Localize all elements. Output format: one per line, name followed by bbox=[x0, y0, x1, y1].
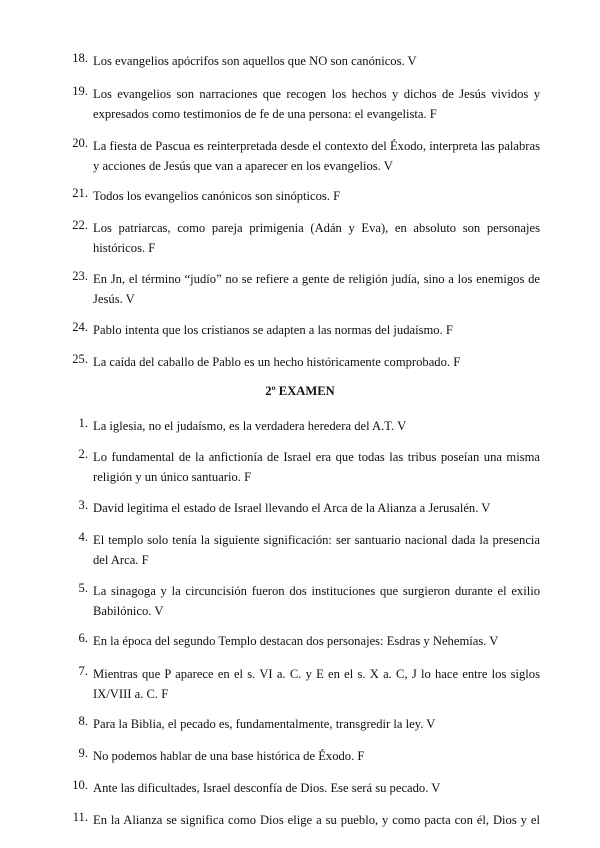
question-number: 10. bbox=[72, 778, 88, 792]
question-number: 6. bbox=[78, 631, 88, 645]
question-text: La sinagoga y la circuncisión fueron dos instituciones que surgieron durante el exilio Babilónico. V bbox=[93, 584, 540, 618]
question-text: En Jn, el término “judío” no se refiere a gente de religión judía, sino a los enemigos de Jesús. V bbox=[93, 272, 540, 306]
question-number: 1. bbox=[78, 416, 88, 430]
question-text: Los evangelios apócrifos son aquellos que NO son canónicos. V bbox=[93, 54, 417, 68]
question-text: Pablo intenta que los cristianos se adapten a las normas del judaísmo. F bbox=[93, 323, 453, 337]
question-number: 24. bbox=[72, 320, 88, 334]
question-text: La caída del caballo de Pablo es un hecho históricamente comprobado. F bbox=[93, 355, 461, 369]
question-number: 4. bbox=[78, 530, 88, 544]
question-text: En la Alianza se significa como Dios elige a su pueblo, y como pacta con él, Dios y el bbox=[93, 813, 540, 827]
question-number: 8. bbox=[78, 714, 88, 728]
question-text: En la época del segundo Templo destacan dos personajes: Esdras y Nehemías. V bbox=[93, 634, 499, 648]
question-text: Los patriarcas, como pareja primigenia (Adán y Eva), en absoluto son personajes históricos. F bbox=[93, 221, 540, 255]
question-text: Para la Biblia, el pecado es, fundamentalmente, transgredir la ley. V bbox=[93, 717, 436, 731]
question-number: 18. bbox=[72, 51, 88, 65]
question-number: 2. bbox=[78, 447, 88, 461]
question-number: 22. bbox=[72, 218, 88, 232]
question-text: El templo solo tenía la siguiente significación: ser santuario nacional dada la presencia del Arca. F bbox=[93, 533, 540, 567]
question-text: Ante las dificultades, Israel desconfía de Dios. Ese será su pecado. V bbox=[93, 781, 441, 795]
question-text: No podemos hablar de una base histórica de Éxodo. F bbox=[93, 749, 365, 763]
question-text: Lo fundamental de la anfictionía de Israel era que todas las tribus poseían una misma religión y un único santuario. F bbox=[93, 450, 540, 484]
question-text: David legitima el estado de Israel llevando el Arca de la Alianza a Jerusalén. V bbox=[93, 501, 491, 515]
question-text: Los evangelios son narraciones que recogen los hechos y dichos de Jesús vividos y expresados como testimonios de fe de una persona: el evangelista. F bbox=[93, 87, 540, 121]
question-number: 3. bbox=[78, 498, 88, 512]
question-number: 9. bbox=[78, 746, 88, 760]
question-number: 21. bbox=[72, 186, 88, 200]
question-text: Mientras que P aparece en el s. VI a. C. y E en el s. X a. C, J lo hace entre los siglos IX/VIII a. C. F bbox=[93, 667, 540, 701]
section-heading: 2º EXAMEN bbox=[265, 384, 335, 398]
question-number: 23. bbox=[72, 269, 88, 283]
question-number: 5. bbox=[78, 581, 88, 595]
question-number: 11. bbox=[72, 810, 88, 824]
question-text: La fiesta de Pascua es reinterpretada desde el contexto del Éxodo, interpreta las palabras y acciones de Jesús que van a aparecer en los evangelios. V bbox=[93, 139, 540, 173]
question-text: Todos los evangelios canónicos son sinópticos. F bbox=[93, 189, 341, 203]
question-number: 19. bbox=[72, 84, 88, 98]
question-number: 20. bbox=[72, 136, 88, 150]
question-number: 7. bbox=[78, 664, 88, 678]
question-text: La iglesia, no el judaísmo, es la verdadera heredera del A.T. V bbox=[93, 419, 407, 433]
question-number: 25. bbox=[72, 352, 88, 366]
